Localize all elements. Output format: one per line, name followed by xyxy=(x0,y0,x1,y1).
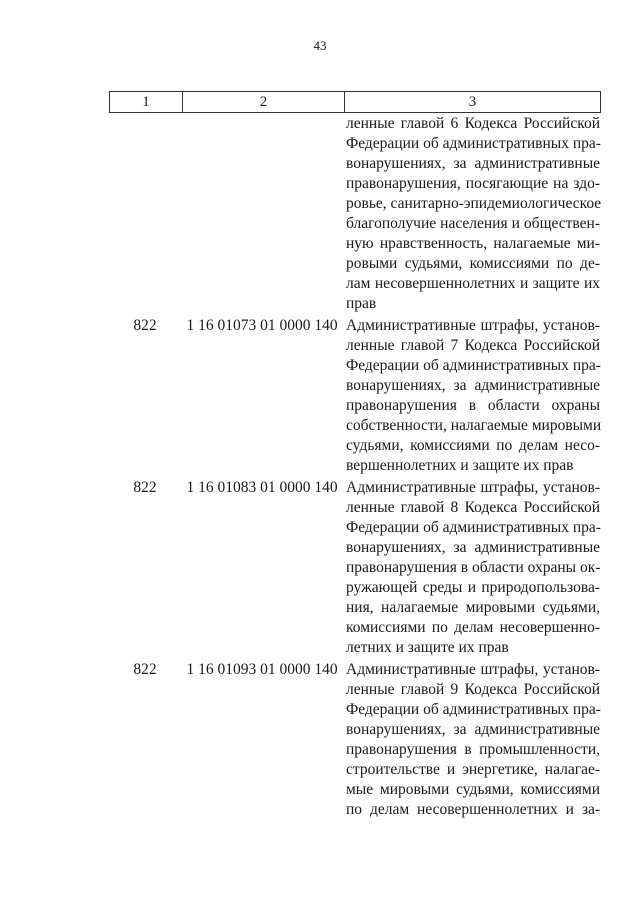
row-3-description xyxy=(346,660,600,820)
desc-line: вонарушениях, за административные xyxy=(346,539,600,556)
desc-line: вонарушениях, за административные xyxy=(346,155,600,172)
desc-line: правонарушения в области охраны ок- xyxy=(346,559,601,576)
desc-line: вонарушениях, за административные xyxy=(346,377,600,394)
table-header-row xyxy=(109,91,601,113)
desc-line: лам несовершеннолетних и защите их xyxy=(346,275,600,292)
row-2-admin-code: 822 xyxy=(133,479,157,496)
desc-line: Административные штрафы, установ- xyxy=(346,317,600,334)
desc-line: благополучие населения и обществен- xyxy=(346,215,600,232)
row-1-description xyxy=(346,316,600,476)
desc-line: судьями, комиссиями по делам несо- xyxy=(346,437,600,454)
desc-line: Федерации об административных пра- xyxy=(346,135,601,152)
header-col-1: 1 xyxy=(142,93,150,110)
desc-line: по делам несовершеннолетних и за- xyxy=(346,801,600,818)
desc-line: правонарушения, посягающие на здо- xyxy=(346,175,600,192)
desc-line: ленные главой 8 Кодекса Российской xyxy=(346,499,600,516)
row-1-admin-code: 822 xyxy=(133,317,157,334)
desc-line: собственности, налагаемые мировыми xyxy=(346,417,602,434)
continuation-description xyxy=(346,114,600,314)
desc-line: ружающей среды и природопользова- xyxy=(346,579,600,596)
row-2-description xyxy=(346,478,600,658)
desc-line: ния, налагаемые мировыми судьями, xyxy=(346,599,600,616)
desc-line: летних и защите их прав xyxy=(346,639,509,656)
desc-line: Федерации об административных пра- xyxy=(346,519,601,536)
row-1-budget-code: 1 16 01073 01 0000 140 xyxy=(186,317,338,334)
header-col-2: 2 xyxy=(182,92,344,112)
desc-line: правонарушения в области охраны xyxy=(346,397,600,414)
desc-line: правонарушения в промышленности, xyxy=(346,741,600,758)
desc-line: строительстве и энергетике, налагае- xyxy=(346,761,600,778)
desc-line: Федерации об административных пра- xyxy=(346,357,601,374)
desc-line: вершеннолетних и защите их прав xyxy=(346,457,574,474)
desc-line: ровыми судьями, комиссиями по де- xyxy=(346,255,600,272)
desc-line: ную нравственность, налагаемые ми- xyxy=(346,235,600,252)
desc-line: ленные главой 7 Кодекса Российской xyxy=(346,337,600,354)
desc-line: ленные главой 6 Кодекса Российской xyxy=(346,115,600,132)
desc-line: Административные штрафы, установ- xyxy=(346,479,600,496)
desc-line: вонарушениях, за административные xyxy=(346,721,600,738)
row-2-budget-code: 1 16 01083 01 0000 140 xyxy=(186,479,338,496)
desc-line: Административные штрафы, установ- xyxy=(346,661,600,678)
desc-line: комиссиями по делам несовершенно- xyxy=(346,619,600,636)
desc-line: прав xyxy=(346,295,377,312)
desc-line: мые мировыми судьями, комиссиями xyxy=(346,781,600,798)
desc-line: ровье, санитарно-эпидемиологическое xyxy=(346,195,602,212)
desc-line: Федерации об административных пра- xyxy=(346,701,601,718)
row-3-admin-code: 822 xyxy=(133,661,157,678)
row-3-budget-code: 1 16 01093 01 0000 140 xyxy=(186,661,338,678)
header-col-3: 3 xyxy=(344,92,600,112)
desc-line: ленные главой 9 Кодекса Российской xyxy=(346,681,600,698)
page-number: 43 xyxy=(313,38,327,53)
